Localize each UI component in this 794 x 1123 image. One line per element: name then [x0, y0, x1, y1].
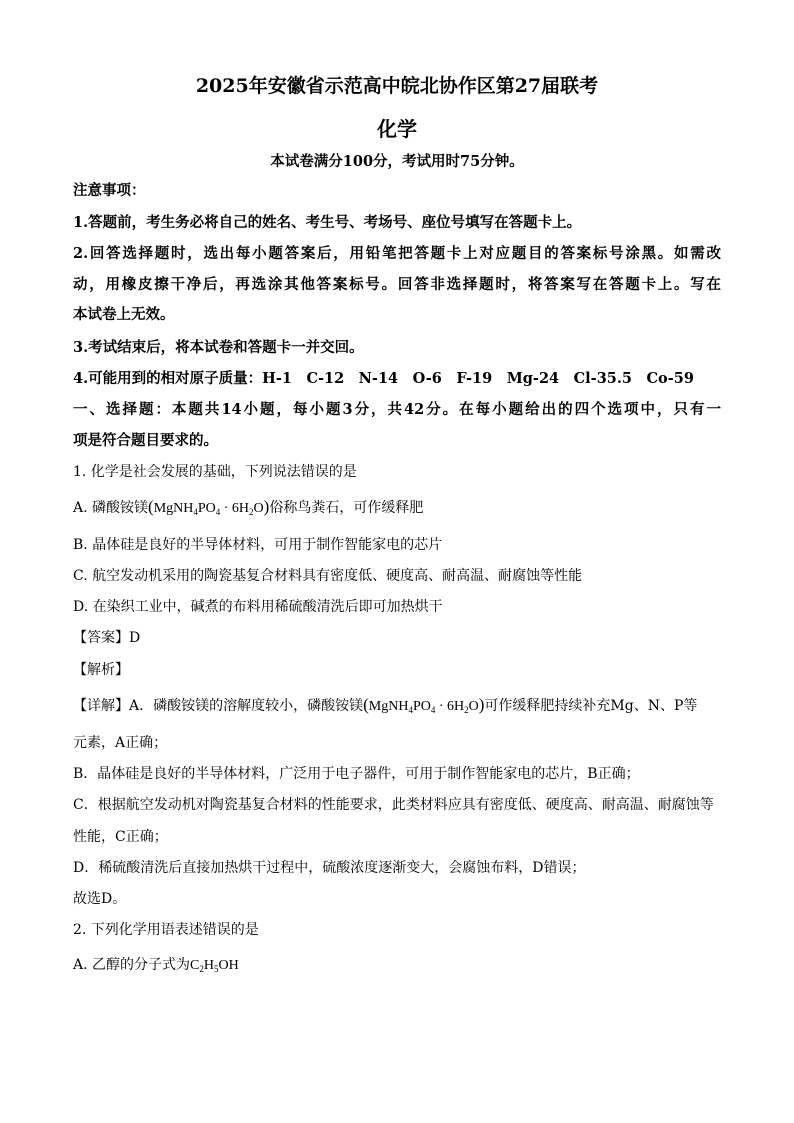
mgnh4po4-formula: $MgNH_4PO_4 \cdot 6H_2O$: [153, 501, 264, 517]
question-1-detail-d: D．稀硫酸清洗后直接加热烘干过程中，硫酸浓度逐渐变大，会腐蚀布料，D错误；: [73, 860, 586, 876]
detail-suffix: 可作缓释肥持续补充Mg、N、P等: [484, 698, 698, 714]
question-1-option-d: D. 在染织工业中，碱煮的布料用稀硫酸清洗后即可加热烘干: [73, 599, 443, 615]
exam-title: 2025年安徽省示范高中皖北协作区第27届联考: [195, 75, 599, 97]
question-1-detail-c-line-2: 性能，C正确；: [73, 829, 168, 845]
question-1-stem: 1. 化学是社会发展的基础，下列说法错误的是: [73, 464, 357, 480]
question-1-option-a: A. 磷酸铵镁$(MgNH_4PO_4 \cdot 6H_2O)$俗称鸟粪石，可作缓释肥: [73, 497, 424, 517]
option-a-prefix: A. 磷酸铵镁: [73, 500, 149, 516]
notice-item-3: 3.考试结束后，将本试卷和答题卡一并交回。: [73, 339, 364, 356]
question-1-detail-line-1: 【详解】A．磷酸铵镁的溶解度较小，磷酸铵镁$(MgNH_4PO_4 \cdot 6H_2O)$可作缓释肥持续补充Mg、N、P等: [73, 695, 698, 715]
notice-item-2-line-3: 本试卷上无效。: [73, 306, 175, 323]
option-a-suffix: 俗称鸟粪石，可作缓释肥: [269, 500, 424, 516]
question-1-detail-b: B．晶体硅是良好的半导体材料，广泛用于电子器件，可用于制作智能家电的芯片，B正确；: [73, 766, 640, 782]
notice-item-2-line-2: 动，用橡皮擦干净后，再选涂其他答案标号。回答非选择题时，将答案写在答题卡上。写在: [73, 276, 721, 293]
question-1-option-b: B. 晶体硅是良好的半导体材料，可用于制作智能家电的芯片: [73, 537, 443, 553]
question-1-option-c: C. 航空发动机采用的陶瓷基复合材料具有密度低、硬度高、耐高温、耐腐蚀等性能: [73, 568, 583, 584]
q2-option-a-prefix: A. 乙醇的分子式为: [73, 957, 191, 973]
notice-item-2-line-1: 2.回答选择题时，选出每小题答案后，用铅笔把答题卡上对应题目的答案标号涂黑。如需改: [73, 245, 721, 262]
question-2-option-a: [73, 955, 239, 976]
question-2-stem: 2. 下列化学用语表述错误的是: [73, 922, 259, 938]
subject-title: 化学: [377, 117, 417, 141]
question-1-detail-c-line-1: C．根据航空发动机对陶瓷基复合材料的性能要求，此类材料应具有密度低、硬度高、耐高温、耐腐蚀等: [73, 797, 714, 813]
question-1-answer: 【答案】D: [73, 630, 141, 646]
question-1-conclusion: 故选D。: [73, 891, 127, 907]
notice-item-4: 4.可能用到的相对原子质量：H-1 C-12 N-14 O-6 F-19 Mg-24 Cl-35.5 Co-59: [73, 370, 694, 387]
detail-mgnh4po4-formula: $MgNH_4PO_4 \cdot 6H_2O$: [368, 699, 479, 715]
question-1-analysis-label: 【解析】: [73, 662, 129, 678]
section-1-heading-line-1: 一、选择题：本题共14小题，每小题3分，共42分。在每小题给出的四个选项中，只有一: [73, 401, 721, 418]
notice-heading: 注意事项：: [73, 182, 146, 199]
detail-prefix: 【详解】A．磷酸铵镁的溶解度较小，磷酸铵镁: [73, 698, 364, 714]
ethanol-formula: $C_2H_5OH$: [190, 958, 239, 974]
section-1-heading-line-2: 项是符合题目要求的。: [73, 432, 218, 449]
question-1-detail-line-2: 元素，A正确；: [73, 735, 168, 751]
exam-info: 本试卷满分100分，考试用时75分钟。: [270, 153, 524, 170]
notice-item-1: 1.答题前，考生务必将自己的姓名、考生号、考场号、座位号填写在答题卡上。: [73, 214, 582, 231]
